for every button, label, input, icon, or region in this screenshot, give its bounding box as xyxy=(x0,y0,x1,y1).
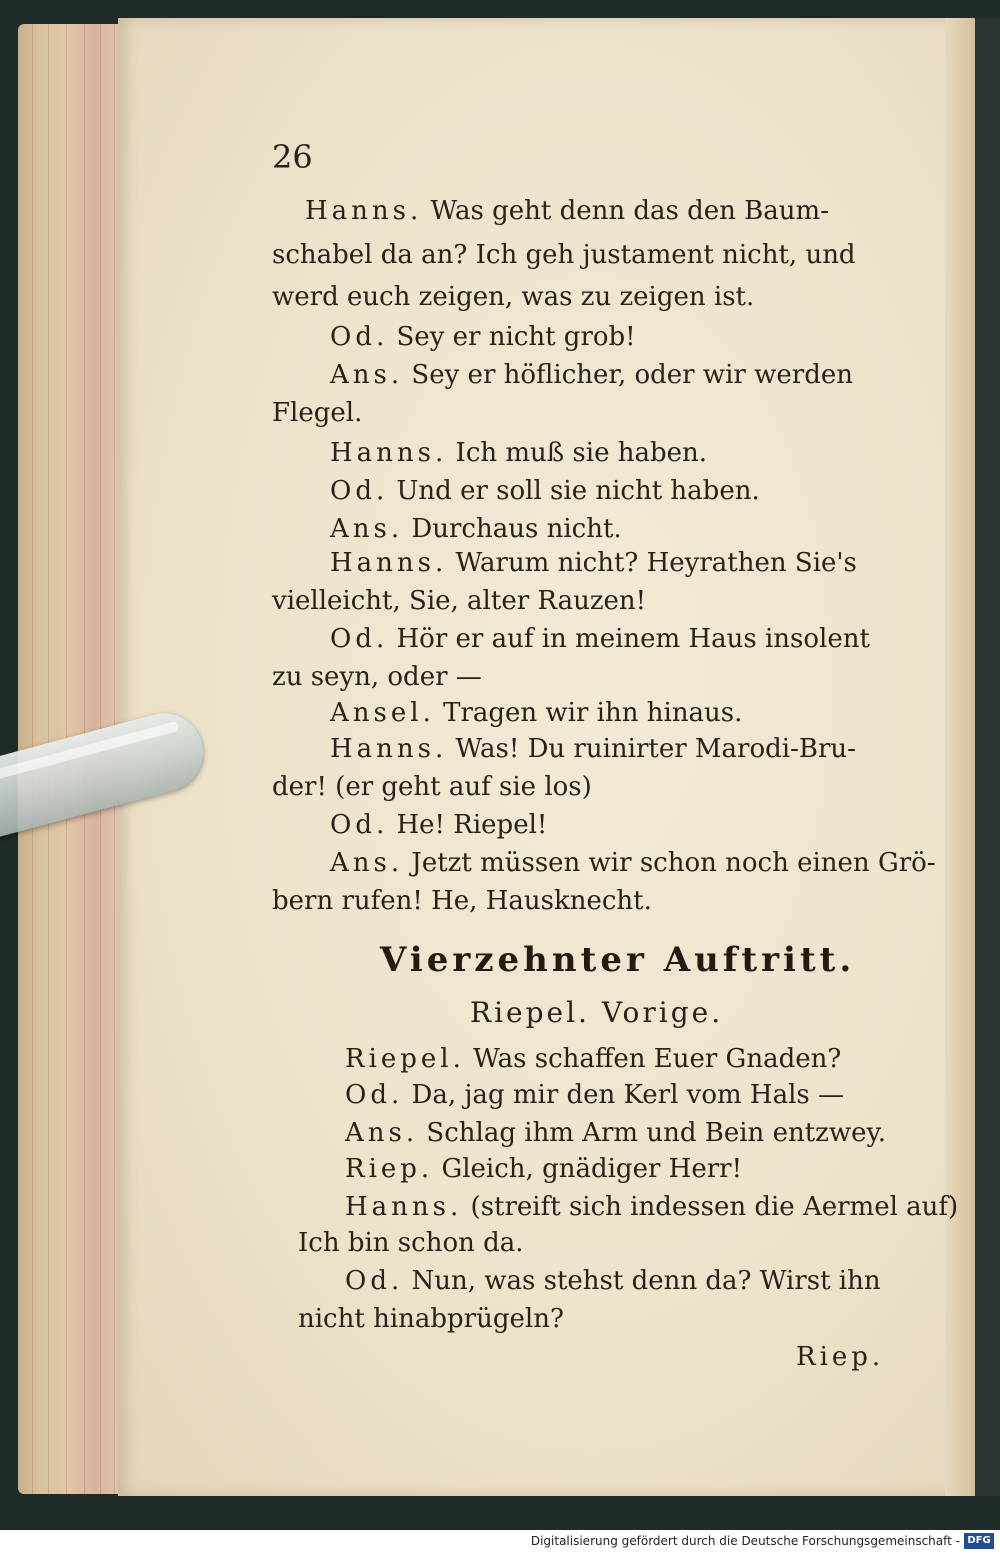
dialogue-line xyxy=(330,548,857,578)
dialogue-line xyxy=(330,848,936,878)
dialogue-line xyxy=(272,586,646,616)
dialogue-line xyxy=(272,398,362,428)
line-text: Ich muß sie haben. xyxy=(447,438,708,468)
line-text: vielleicht, Sie, alter Rauzen! xyxy=(272,586,647,616)
dialogue-line xyxy=(345,1192,958,1222)
scene-heading: Vierzehnter Auftritt. xyxy=(380,940,856,980)
dfg-logo-icon: DFG xyxy=(964,1533,994,1549)
dialogue-line xyxy=(330,514,622,544)
speaker-name: Hanns. xyxy=(330,438,448,468)
catchword-text: Riep. xyxy=(796,1342,885,1372)
speaker-name: Od. xyxy=(330,624,389,654)
line-text: Was geht denn das den Baum- xyxy=(422,196,829,226)
speaker-name: Ansel. xyxy=(330,698,435,728)
dialogue-line xyxy=(330,810,547,840)
dialogue-line xyxy=(345,1154,742,1184)
line-text: Was! Du ruinirter Marodi-Bru- xyxy=(447,734,856,764)
dialogue-line xyxy=(330,734,856,764)
dialogue-line xyxy=(272,886,652,916)
dialogue-line xyxy=(330,698,742,728)
dialogue-line xyxy=(330,360,853,390)
dialogue-line xyxy=(272,772,592,802)
line-text: schabel da an? Ich geh justament nicht, und xyxy=(272,240,856,270)
speaker-name: Hanns. xyxy=(330,548,448,578)
line-text: Ich bin schon da. xyxy=(298,1228,524,1258)
speaker-name: Od. xyxy=(330,810,389,840)
dialogue-line xyxy=(298,1304,564,1334)
dialogue-line xyxy=(272,240,856,270)
catchword xyxy=(796,1342,884,1372)
line-text: Nun, was stehst denn da? Wirst ihn xyxy=(403,1266,881,1296)
line-text: Hör er auf in meinem Haus insolent xyxy=(388,624,870,654)
line-text: Jetzt müssen wir schon noch einen Grö- xyxy=(403,848,936,878)
line-text: Flegel. xyxy=(272,398,363,428)
dialogue-line xyxy=(272,662,482,692)
line-text: Was schaffen Euer Gnaden? xyxy=(464,1044,842,1074)
line-text: Warum nicht? Heyrathen Sie's xyxy=(447,548,857,578)
dialogue-line xyxy=(305,196,829,226)
line-text: zu seyn, oder — xyxy=(272,662,482,692)
dialogue-line xyxy=(298,1228,524,1258)
dialogue-line xyxy=(345,1080,844,1110)
scene-cast: Riepel. Vorige. xyxy=(470,996,724,1029)
speaker-name: Ans. xyxy=(330,360,404,390)
speaker-name: Riepel. xyxy=(345,1044,465,1074)
dialogue-line xyxy=(345,1044,841,1074)
dialogue-line xyxy=(330,322,636,352)
line-text: Tragen wir ihn hinaus. xyxy=(434,698,743,728)
footer-credit: Digitalisierung gefördert durch die Deutsche Forschungsgemeinschaft - xyxy=(530,1534,960,1548)
dialogue-line xyxy=(330,624,870,654)
line-text: Sey er höflicher, oder wir werden xyxy=(403,360,853,390)
line-text: Sey er nicht grob! xyxy=(388,322,636,352)
line-text: Da, jag mir den Kerl vom Hals — xyxy=(403,1080,845,1110)
speaker-name: Hanns. xyxy=(345,1192,463,1222)
line-text: Gleich, gnädiger Herr! xyxy=(433,1154,743,1184)
speaker-name: Ans. xyxy=(345,1118,419,1148)
line-text: Schlag ihm Arm und Bein entzwey. xyxy=(418,1118,886,1148)
line-text: werd euch zeigen, was zu zeigen ist. xyxy=(272,282,755,312)
page-number: 26 xyxy=(272,138,313,176)
dialogue-line xyxy=(330,438,707,468)
line-text: der! (er geht auf sie los) xyxy=(272,772,592,802)
dialogue-line xyxy=(345,1118,886,1148)
line-text: (streift sich indessen die Aermel auf) xyxy=(462,1192,959,1222)
speaker-name: Hanns. xyxy=(305,196,423,226)
speaker-name: Riep. xyxy=(345,1154,434,1184)
dialogue-line xyxy=(345,1266,881,1296)
line-text: Und er soll sie nicht haben. xyxy=(388,476,760,506)
speaker-name: Od. xyxy=(330,476,389,506)
dialogue-line xyxy=(330,476,760,506)
line-text: Durchaus nicht. xyxy=(403,514,622,544)
speaker-name: Ans. xyxy=(330,514,404,544)
line-text: nicht hinabprügeln? xyxy=(298,1304,564,1334)
line-text: He! Riepel! xyxy=(388,810,548,840)
speaker-name: Od. xyxy=(330,322,389,352)
speaker-name: Od. xyxy=(345,1266,404,1296)
speaker-name: Ans. xyxy=(330,848,404,878)
line-text: bern rufen! He, Hausknecht. xyxy=(272,886,652,916)
speaker-name: Hanns. xyxy=(330,734,448,764)
scan-border-right xyxy=(975,18,1000,1496)
speaker-name: Od. xyxy=(345,1080,404,1110)
dialogue-line xyxy=(272,282,754,312)
